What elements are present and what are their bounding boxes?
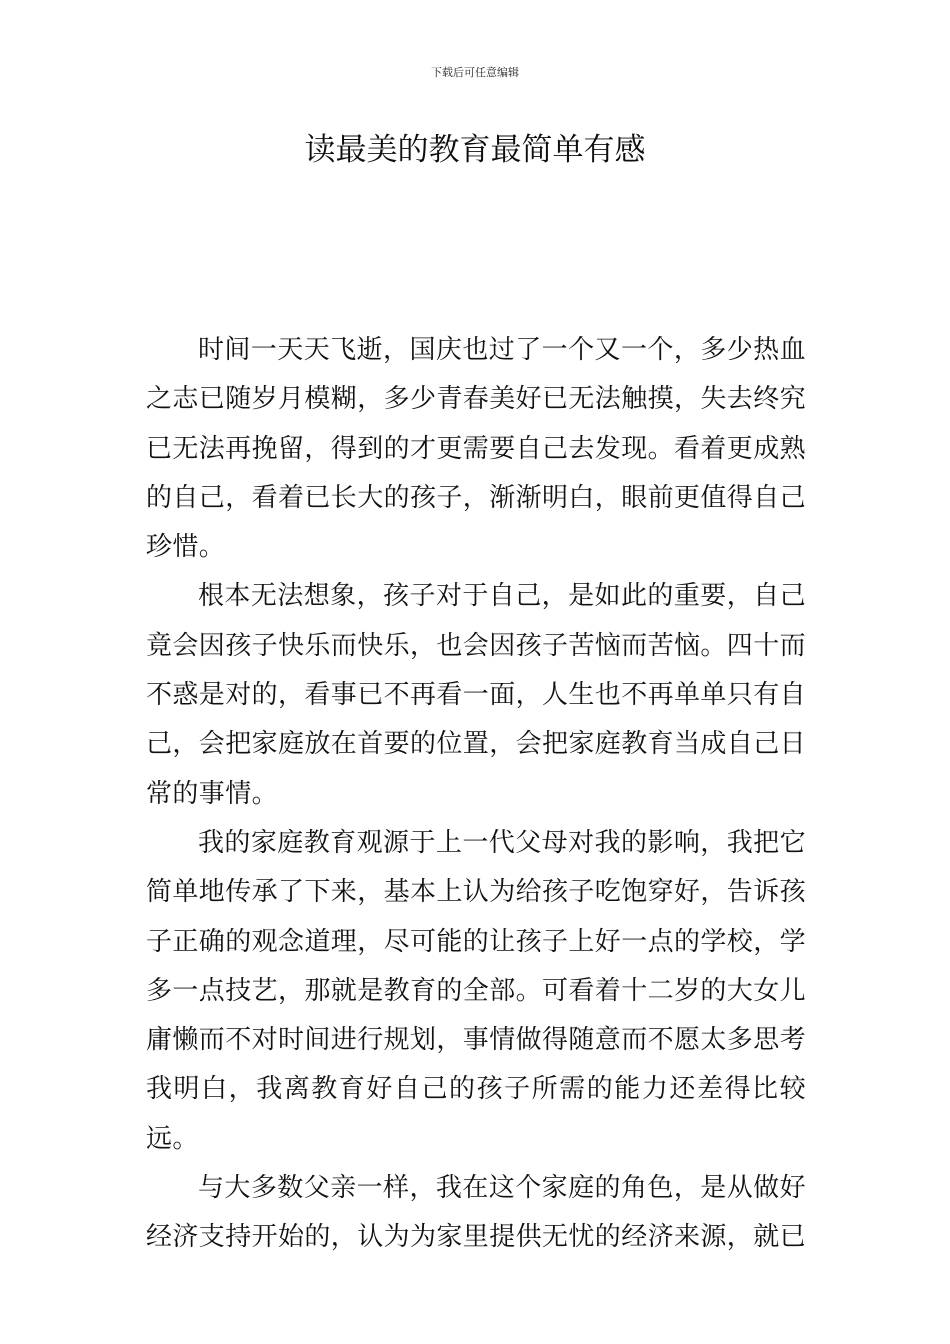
paragraph-3: 我的家庭教育观源于上一代父母对我的影响，我把它简单地传承了下来，基本上认为给孩子吃饱穿好，告诉孩子正确的观念道理，尽可能的让孩子上好一点的学校，学多一点技艺，那就是教育的全部。可看着十二岁的大女儿庸懒而不对时间进行规划，事情做得随意而不愿太多思考我明白，我离教育好自己的孩子所需的能力还差得比较远。 [146, 827, 807, 1154]
document-title: 读最美的教育最简单有感 [304, 132, 646, 168]
header-note: 下载后可任意编辑 [431, 66, 519, 79]
paragraph-2: 根本无法想象，孩子对于自己，是如此的重要，自己竟会因孩子快乐而快乐，也会因孩子苦恼而苦恼。四十而不惑是对的，看事已不再看一面，人生也不再单单只有自己，会把家庭放在首要的位置，会把家庭教育当成自己日常的事情。 [146, 581, 807, 809]
document-body [146, 326, 806, 1263]
paragraph-1: 时间一天天飞逝，国庆也过了一个又一个，多少热血之志已随岁月模糊，多少青春美好已无法触摸，失去终究已无法再挽留，得到的才更需要自己去发现。看着更成熟的自己，看着已长大的孩子，渐渐明白，眼前更值得自己珍惜。 [146, 335, 807, 563]
paragraph-4: 与大多数父亲一样，我在这个家庭的角色，是从做好经济支持开始的，认为为家里提供无忧的经济来源，就已 [146, 1173, 807, 1253]
